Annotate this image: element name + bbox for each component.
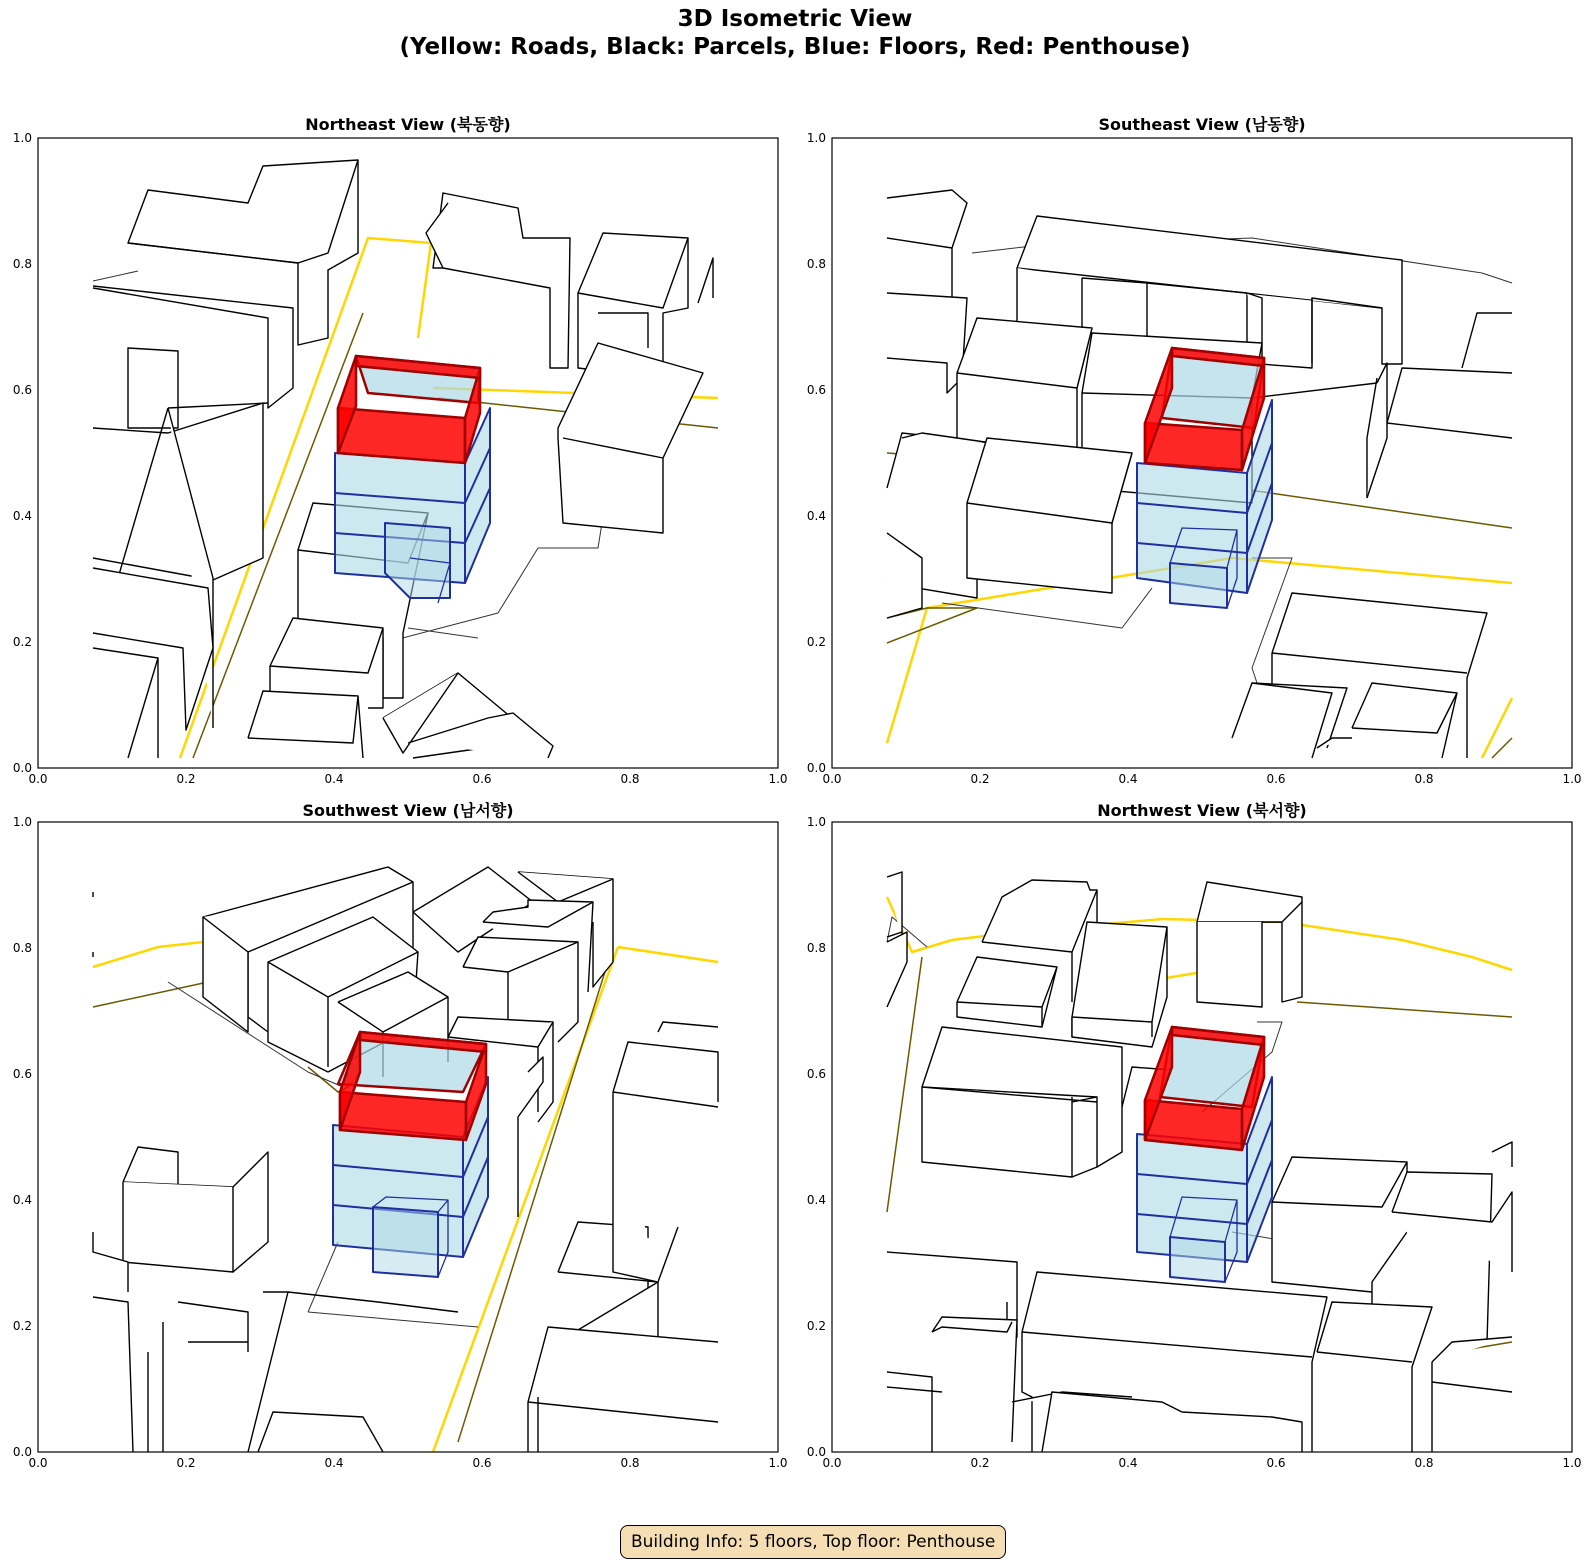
scene-northeast — [38, 138, 778, 768]
ytick: 0.4 — [12, 1193, 32, 1207]
xtick: 0.6 — [472, 772, 492, 786]
xtick: 0.2 — [176, 772, 196, 786]
xtick: 0.4 — [1118, 1456, 1138, 1470]
xtick: 1.0 — [768, 1456, 788, 1470]
figure-title-line-1: 3D Isometric View — [677, 6, 913, 32]
building-info-box: Building Info: 5 floors, Top floor: Penthouse — [620, 1525, 1006, 1559]
ytick: 1.0 — [12, 131, 32, 145]
xtick: 0.6 — [1266, 772, 1286, 786]
axes-southwest — [12, 815, 788, 1470]
xtick: 0.0 — [28, 772, 48, 786]
scene-southwest — [38, 822, 778, 1452]
ytick: 0.8 — [806, 257, 826, 271]
ytick: 0.2 — [806, 635, 826, 649]
ytick: 1.0 — [806, 131, 826, 145]
xtick: 0.8 — [620, 1456, 640, 1470]
xtick: 0.4 — [324, 772, 344, 786]
axes-northwest — [806, 815, 1582, 1470]
ytick: 0.4 — [12, 509, 32, 523]
ytick: 0.6 — [12, 383, 32, 397]
figure-title-line-2: (Yellow: Roads, Black: Parcels, Blue: Floors, Red: Penthouse) — [399, 34, 1191, 60]
xtick: 0.2 — [970, 1456, 990, 1470]
penthouse-southwest — [338, 1032, 486, 1140]
ytick: 0.0 — [12, 761, 32, 775]
axes-southeast — [806, 131, 1582, 786]
xtick: 0.0 — [822, 772, 842, 786]
xtick: 0.6 — [472, 1456, 492, 1470]
xtick: 0.4 — [324, 1456, 344, 1470]
ytick: 0.0 — [12, 1445, 32, 1459]
ytick: 0.6 — [12, 1067, 32, 1081]
ytick: 1.0 — [12, 815, 32, 829]
ytick: 0.4 — [806, 1193, 826, 1207]
ytick: 0.6 — [806, 383, 826, 397]
xtick: 0.2 — [970, 772, 990, 786]
penthouse-northwest — [1145, 1027, 1264, 1150]
xtick: 0.8 — [1414, 1456, 1434, 1470]
ytick: 0.2 — [806, 1319, 826, 1333]
ytick: 0.4 — [806, 509, 826, 523]
xtick: 1.0 — [1562, 1456, 1582, 1470]
ytick: 0.2 — [12, 635, 32, 649]
ytick: 0.0 — [806, 1445, 826, 1459]
panel-title-northeast: Northeast View (북동향) — [305, 115, 511, 134]
xtick: 1.0 — [1562, 772, 1582, 786]
panel-title-southeast: Southeast View (남동향) — [1098, 115, 1306, 134]
ytick: 0.8 — [12, 257, 32, 271]
xtick: 0.8 — [620, 772, 640, 786]
panel-title-southwest: Southwest View (남서향) — [302, 801, 514, 820]
xtick: 0.2 — [176, 1456, 196, 1470]
scene-southeast — [832, 138, 1572, 768]
penthouse-northeast — [338, 356, 480, 463]
ytick: 0.0 — [806, 761, 826, 775]
ytick: 0.8 — [12, 941, 32, 955]
xtick: 0.0 — [822, 1456, 842, 1470]
ytick: 0.8 — [806, 941, 826, 955]
ytick: 0.6 — [806, 1067, 826, 1081]
panel-title-northwest: Northwest View (북서향) — [1097, 801, 1307, 820]
xtick: 0.0 — [28, 1456, 48, 1470]
xtick: 0.8 — [1414, 772, 1434, 786]
ytick: 1.0 — [806, 815, 826, 829]
xtick: 0.4 — [1118, 772, 1138, 786]
axes-northeast — [12, 131, 788, 786]
xtick: 1.0 — [768, 772, 788, 786]
ytick: 0.2 — [12, 1319, 32, 1333]
xtick: 0.6 — [1266, 1456, 1286, 1470]
scene-northwest — [832, 822, 1572, 1452]
